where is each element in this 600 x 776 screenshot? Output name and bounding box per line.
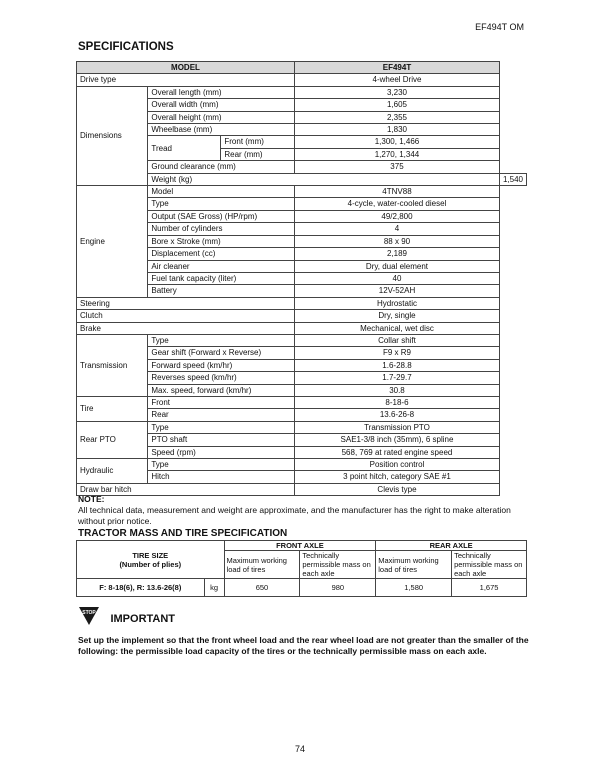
mass-header-row: [77, 541, 527, 551]
table-row: [77, 322, 527, 334]
row-value: 3,230: [295, 86, 500, 98]
table-row: [77, 421, 527, 433]
rear-permissible-value: 1,675: [452, 579, 527, 597]
tire-size-label: TIRE SIZE: [132, 550, 169, 560]
row-value: Collar shift: [295, 334, 500, 346]
row-label: Type: [148, 459, 295, 471]
row-value: 12V-52AH: [295, 285, 500, 297]
row-value: 1,605: [295, 99, 500, 111]
unit-label: kg: [204, 579, 224, 597]
row-label: Brake: [77, 322, 295, 334]
note-section: [78, 494, 530, 527]
tire-size-value: F: 8-18(6), R: 13.6-26(8): [77, 579, 205, 597]
group-label-transmission: Transmission: [77, 334, 148, 396]
row-value: 1.7-29.7: [295, 372, 500, 384]
table-row: [77, 396, 527, 408]
mass-value-row: [77, 579, 527, 597]
rear-max-load-value: 1,580: [376, 579, 452, 597]
row-value: Position control: [295, 459, 500, 471]
row-value: SAE1-3/8 inch (35mm), 6 spline: [295, 434, 500, 446]
subgroup-label-tread: Tread: [148, 136, 221, 161]
row-label: Max. speed, forward (km/hr): [148, 384, 295, 396]
table-row: [77, 459, 527, 471]
row-label: Speed (rpm): [148, 446, 295, 458]
mass-section-title: TRACTOR MASS AND TIRE SPECIFICATION: [78, 528, 288, 539]
row-label: Overall height (mm): [148, 111, 295, 123]
permissible-mass-header: Technically permissible mass on each axle: [452, 551, 527, 579]
row-label: Hitch: [148, 471, 295, 483]
row-label: Drive type: [77, 74, 295, 86]
row-value: 2,355: [295, 111, 500, 123]
max-load-header: Maximum working load of tires: [376, 551, 452, 579]
row-value: 375: [295, 161, 500, 173]
row-label: Bore x Stroke (mm): [148, 235, 295, 247]
stop-text: STOP: [82, 610, 96, 616]
group-label-pto: Rear PTO: [77, 421, 148, 458]
row-value: 568, 769 at rated engine speed: [295, 446, 500, 458]
row-value: Clevis type: [295, 483, 500, 495]
table-header-row: [77, 62, 527, 74]
front-axle-header: FRONT AXLE: [224, 541, 376, 551]
row-label: Front: [148, 396, 295, 408]
table-row: [77, 74, 527, 86]
row-label: Battery: [148, 285, 295, 297]
row-value: 30.8: [295, 384, 500, 396]
row-label: Number of cylinders: [148, 223, 295, 235]
row-value: 4TNV88: [295, 186, 500, 198]
row-value: Mechanical, wet disc: [295, 322, 500, 334]
row-label: Rear: [148, 409, 295, 421]
row-label: Air cleaner: [148, 260, 295, 272]
stop-sign-icon: [78, 606, 100, 631]
row-label: Wheelbase (mm): [148, 124, 295, 136]
row-label: PTO shaft: [148, 434, 295, 446]
row-value: 4-cycle, water-cooled diesel: [295, 198, 500, 210]
note-title: NOTE:: [78, 494, 105, 504]
rear-axle-header: REAR AXLE: [376, 541, 527, 551]
specifications-table: [76, 61, 527, 496]
row-label: Type: [148, 334, 295, 346]
row-value: 4: [295, 223, 500, 235]
row-label: Type: [148, 421, 295, 433]
row-value: Transmission PTO: [295, 421, 500, 433]
row-label: Weight (kg): [148, 173, 500, 185]
row-label: Forward speed (km/hr): [148, 359, 295, 371]
table-row: [77, 297, 527, 309]
row-value: 49/2,800: [295, 210, 500, 222]
group-label-dimensions: Dimensions: [77, 86, 148, 185]
row-value: 8-18-6: [295, 396, 500, 408]
row-value: 88 x 90: [295, 235, 500, 247]
max-load-header: Maximum working load of tires: [224, 551, 300, 579]
row-value: 1.6-28.8: [295, 359, 500, 371]
row-label: Output (SAE Gross) (HP/rpm): [148, 210, 295, 222]
mass-table: [76, 540, 527, 597]
row-label: Overall width (mm): [148, 99, 295, 111]
row-label: Type: [148, 198, 295, 210]
row-label: Clutch: [77, 310, 295, 322]
row-value: 1,540: [499, 173, 526, 185]
row-value: 1,830: [295, 124, 500, 136]
plies-label: (Number of plies): [119, 559, 182, 569]
model-value: EF494T: [295, 62, 500, 74]
row-label: Draw bar hitch: [77, 483, 295, 495]
important-section: [78, 606, 530, 657]
row-label: Model: [148, 186, 295, 198]
important-text: Set up the implement so that the front wheel load and the rear wheel load are not greater than the smaller of the following: the permissible load capacity of the tires or the technically permissible mass on each axle.: [78, 635, 529, 656]
important-label: IMPORTANT: [110, 612, 176, 625]
row-value: 2,189: [295, 248, 500, 260]
table-row: [77, 186, 527, 198]
document-code: EF494T OM: [475, 22, 524, 32]
row-label: Overall length (mm): [148, 86, 295, 98]
row-label: Rear (mm): [221, 148, 295, 160]
row-value: 4-wheel Drive: [295, 74, 500, 86]
row-value: Hydrostatic: [295, 297, 500, 309]
page-title: SPECIFICATIONS: [78, 41, 174, 53]
row-value: 3 point hitch, category SAE #1: [295, 471, 500, 483]
table-row: [77, 310, 527, 322]
row-label: Gear shift (Forward x Reverse): [148, 347, 295, 359]
permissible-mass-header: Technically permissible mass on each axle: [300, 551, 376, 579]
row-value: 40: [295, 272, 500, 284]
row-value: Dry, dual element: [295, 260, 500, 272]
front-max-load-value: 650: [224, 579, 300, 597]
table-row: [77, 86, 527, 98]
row-label: Ground clearance (mm): [148, 161, 295, 173]
page-number: 74: [294, 744, 305, 754]
row-label: Fuel tank capacity (liter): [148, 272, 295, 284]
group-label-tire: Tire: [77, 396, 148, 421]
row-value: 1,270, 1,344: [295, 148, 500, 160]
group-label-hydraulic: Hydraulic: [77, 459, 148, 484]
model-header: MODEL: [77, 62, 295, 74]
group-label-engine: Engine: [77, 186, 148, 298]
row-value: 1,300, 1,466: [295, 136, 500, 148]
row-label: Front (mm): [221, 136, 295, 148]
note-text: All technical data, measurement and weight are approximate, and the manufacturer has the right to make alteration without prior notice.: [78, 505, 511, 526]
row-value: 13.6-26-8: [295, 409, 500, 421]
table-row: [77, 334, 527, 346]
row-value: F9 x R9: [295, 347, 500, 359]
row-label: Steering: [77, 297, 295, 309]
front-permissible-value: 980: [300, 579, 376, 597]
row-value: Dry, single: [295, 310, 500, 322]
row-label: Displacement (cc): [148, 248, 295, 260]
row-label: Reverses speed (km/hr): [148, 372, 295, 384]
tire-size-header: [77, 541, 225, 579]
